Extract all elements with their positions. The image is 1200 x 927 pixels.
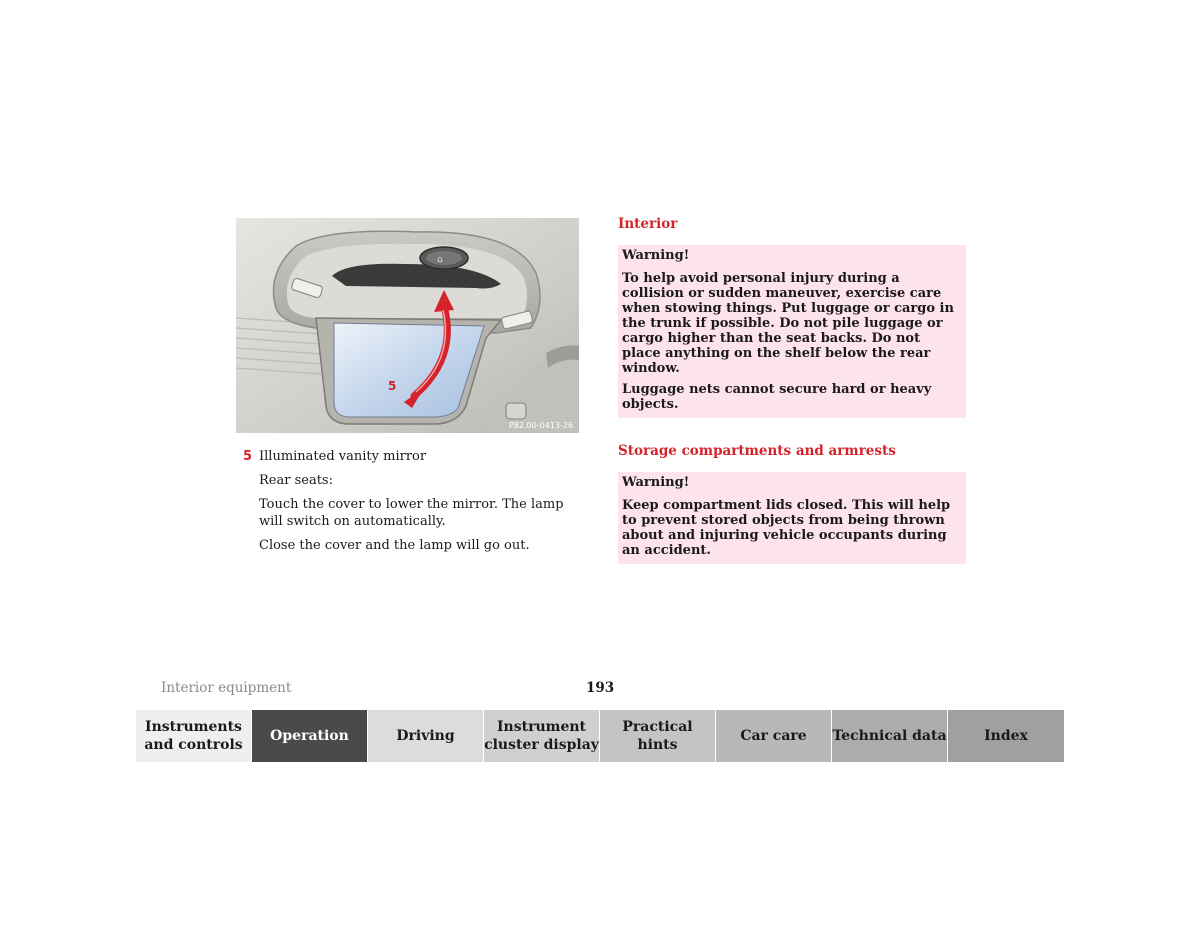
caption-paragraph: Touch the cover to lower the mirror. The lamp will switch on automatically. (259, 497, 564, 529)
tab-instruments-and-controls[interactable]: Instruments and controls (136, 710, 252, 762)
warning-text: To help avoid personal injury during a collision or sudden maneuver, exercise care when stowing things. Put luggage or cargo in the trunk if possible. Do not pile luggage or cargo higher than the seat backs. Do not place anything on the shelf below the rear window. (622, 271, 954, 376)
item-number: 5 (243, 449, 253, 464)
tab-car-care[interactable]: Car care (716, 710, 832, 762)
right-column (618, 215, 966, 564)
warning-box-storage (618, 472, 966, 564)
item-label: Illuminated vanity mirror (259, 449, 427, 464)
warning-title: Warning! (622, 248, 690, 263)
caption-item (241, 448, 581, 465)
caption-paragraph: Close the cover and the lamp will go out. (259, 538, 530, 553)
tab-practical-hints[interactable]: Practical hints (600, 710, 716, 762)
figure-caption (241, 448, 581, 561)
page-number: 193 (586, 680, 615, 696)
vanity-mirror-illustration (236, 218, 579, 433)
image-code: P82.00-0413-26 (509, 421, 574, 430)
tab-index[interactable]: Index (948, 710, 1064, 762)
warning-text: Luggage nets cannot secure hard or heavy objects. (622, 382, 932, 412)
tab-driving[interactable]: Driving (368, 710, 484, 762)
tab-instrument-cluster-display[interactable]: Instrument cluster display (484, 710, 600, 762)
warning-title: Warning! (622, 475, 690, 490)
tab-technical-data[interactable]: Technical data (832, 710, 948, 762)
callout-5-label: 5 (388, 379, 397, 393)
chapter-label: Interior equipment (161, 680, 292, 696)
chapter-nav (136, 710, 1064, 762)
caption-paragraph: Rear seats: (259, 473, 333, 488)
warning-text: Keep compartment lids closed. This will help to prevent stored objects from being thrown about and injuring vehicle occupants during an accident. (622, 498, 951, 558)
section-title-interior: Interior (618, 216, 678, 232)
svg-text:⌂: ⌂ (437, 255, 443, 265)
warning-box-interior (618, 245, 966, 418)
tab-operation[interactable]: Operation (252, 710, 368, 762)
section-title-storage: Storage compartments and armrests (618, 443, 896, 459)
